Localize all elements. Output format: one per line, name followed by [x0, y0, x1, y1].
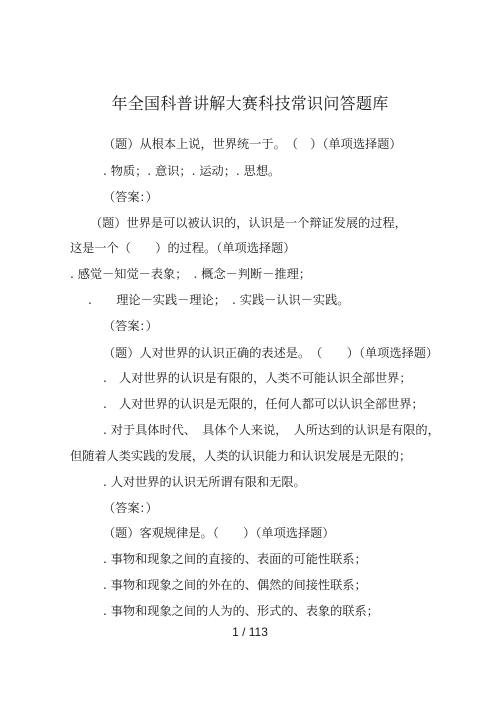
page-number: 1 / 113: [232, 625, 268, 639]
question-4-option-b: . 事物和现象之间的外在的、偶然的间接性联系；: [103, 578, 367, 592]
question-2-prompt-cont: 这是一个（ ）的过程。（单项选择题）: [70, 241, 296, 255]
question-2-prompt: （题）世界是可以被认识的，认识是一个辩证发展的过程，: [90, 216, 407, 230]
question-2-options-ab: . 感觉－知觉－表象； . 概念－判断－推理；: [70, 267, 311, 281]
question-3-option-c: . 对于具体时代、 具体个人来说， 人所达到的认识是有限的，: [103, 423, 440, 437]
page-title: 年全国科普讲解大赛科技常识问答题库: [111, 94, 389, 113]
question-1-answer: （答案：）: [103, 190, 158, 204]
question-3-option-d: . 人对世界的认识无所谓有限和无限。: [103, 475, 306, 489]
question-1-prompt: （题）从根本上说，世界统一于。 （ ）（单项选择题）: [103, 137, 402, 151]
question-2-options-cd: . 理论－实践－理论； . 实践－认识－实践。: [88, 293, 350, 307]
question-4-prompt: （题）客观规律是。（ ）（单项选择题）: [103, 526, 335, 540]
question-2-answer: （答案：）: [103, 319, 158, 333]
question-3-option-c-cont: 但随着人类实践的发展，人类的认识能力和认识发展是无限的；: [70, 449, 412, 463]
question-4-option-c: . 事物和现象之间的人为的、形式的、表象的联系；: [103, 604, 379, 618]
question-3-prompt: （题）人对世界的认识正确的表述是。 （ ）（单项选择题）: [103, 346, 439, 360]
question-3-answer: （答案：）: [103, 501, 158, 515]
question-4-option-a: . 事物和现象之间的直接的、表面的可能性联系；: [103, 552, 367, 566]
question-3-option-a: . 人对世界的认识是有限的，人类不可能认识全部世界；: [103, 371, 412, 385]
question-1-options: . 物质；. 意识；. 运动；. 思想。: [103, 164, 281, 178]
question-3-option-b: . 人对世界的认识是无限的，任何人都可以认识全部世界；: [103, 397, 424, 411]
